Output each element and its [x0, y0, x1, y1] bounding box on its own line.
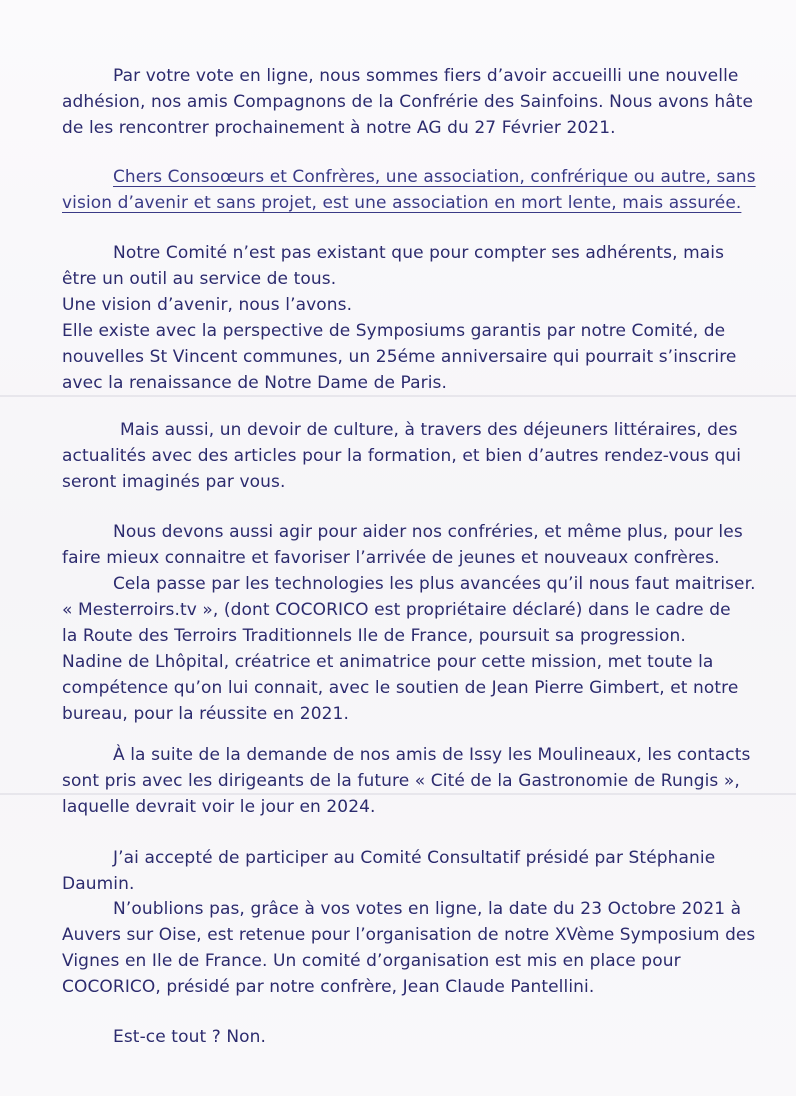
- paragraph-3-line-2: être un outil au service de tous.: [62, 269, 337, 289]
- paragraph-3-line-5: nouvelles St Vincent communes, un 25éme anniversaire qui pourrait s’inscrire: [62, 347, 737, 367]
- paper-fold: [0, 395, 796, 397]
- paragraph-8-line-3: Vignes en Ile de France. Un comité d’organisation est mis en place pour: [62, 951, 681, 971]
- underlined-statement-line-1: Chers Consoœurs et Confrères, une association, confrérique ou autre, sans: [113, 167, 756, 187]
- paragraph-5-line-4: « Mesterroirs.tv », (dont COCORICO est propriétaire déclaré) dans le cadre de: [62, 600, 731, 620]
- paragraph-8-line-4: COCORICO, présidé par notre confrère, Jean Claude Pantellini.: [62, 977, 595, 997]
- paragraph-6-line-3: laquelle devrait voir le jour en 2024.: [62, 797, 376, 817]
- paragraph-4-line-2: actualités avec des articles pour la formation, et bien d’autres rendez-vous qui: [62, 446, 742, 466]
- paragraph-8-line-1: N’oublions pas, grâce à vos votes en ligne, la date du 23 Octobre 2021 à: [113, 899, 742, 919]
- paragraph-5-line-8: bureau, pour la réussite en 2021.: [62, 704, 349, 724]
- paragraph-3-line-6: avec la renaissance de Notre Dame de Paris.: [62, 373, 448, 393]
- paragraph-5-line-1: Nous devons aussi agir pour aider nos confréries, et même plus, pour les: [113, 522, 743, 542]
- paragraph-6-line-1: À la suite de la demande de nos amis de Issy les Moulineaux, les contacts: [113, 745, 751, 765]
- paragraph-1-line-3: de les rencontrer prochainement à notre AG du 27 Février 2021.: [62, 118, 616, 138]
- paragraph-5-line-6: Nadine de Lhôpital, créatrice et animatrice pour cette mission, met toute la: [62, 652, 714, 672]
- paragraph-3-line-4: Elle existe avec la perspective de Symposiums garantis par notre Comité, de: [62, 321, 726, 341]
- paragraph-1-line-1: Par votre vote en ligne, nous sommes fiers d’avoir accueilli une nouvelle: [113, 66, 739, 86]
- paragraph-1-line-2: adhésion, nos amis Compagnons de la Confrérie des Sainfoins. Nous avons hâte: [62, 92, 754, 112]
- paragraph-7-line-2: Daumin.: [62, 874, 135, 894]
- underlined-statement-line-2: vision d’avenir et sans projet, est une association en mort lente, mais assurée.: [62, 193, 742, 213]
- paragraph-8-line-2: Auvers sur Oise, est retenue pour l’organisation de notre XVème Symposium des: [62, 925, 756, 945]
- paragraph-5-line-2: faire mieux connaitre et favoriser l’arrivée de jeunes et nouveaux confrères.: [62, 548, 720, 568]
- paragraph-6-line-2: sont pris avec les dirigeants de la future « Cité de la Gastronomie de Rungis »,: [62, 771, 740, 791]
- paragraph-4-line-1: Mais aussi, un devoir de culture, à travers des déjeuners littéraires, des: [120, 420, 738, 440]
- paragraph-5-line-5: la Route des Terroirs Traditionnels Ile de France, poursuit sa progression.: [62, 626, 686, 646]
- paragraph-4-line-3: seront imaginés par vous.: [62, 472, 286, 492]
- paragraph-5-line-3: Cela passe par les technologies les plus avancées qu’il nous faut maitriser.: [113, 574, 756, 594]
- paragraph-3-line-3: Une vision d’avenir, nous l’avons.: [62, 295, 353, 315]
- paragraph-5-line-7: compétence qu’on lui connait, avec le soutien de Jean Pierre Gimbert, et notre: [62, 678, 739, 698]
- closing-question-line: Est-ce tout ? Non.: [113, 1027, 267, 1047]
- paper-fold: [0, 793, 796, 795]
- paragraph-7-line-1: J’ai accepté de participer au Comité Consultatif présidé par Stéphanie: [113, 848, 716, 868]
- paragraph-3-line-1: Notre Comité n’est pas existant que pour compter ses adhérents, mais: [113, 243, 725, 263]
